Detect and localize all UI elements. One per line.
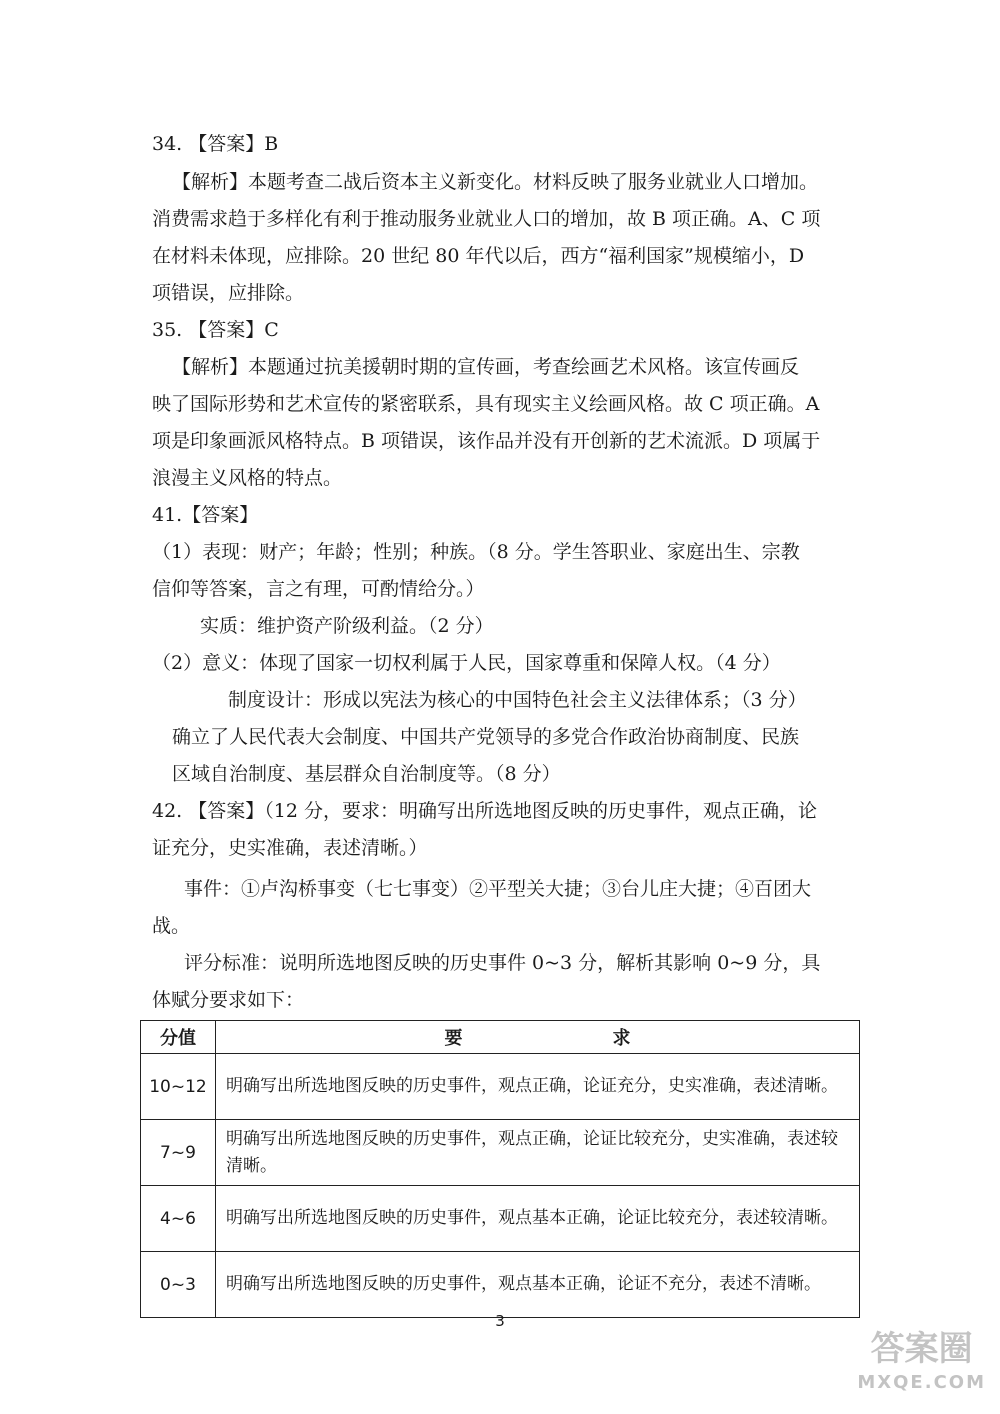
- score-cell: 4~6: [141, 1186, 216, 1252]
- score-cell: 10~12: [141, 1054, 216, 1120]
- q41-line: 确立了人民代表大会制度、中国共产党领导的多党合作政治协商制度、民族: [172, 726, 800, 748]
- watermark-sub: MXQE.COM: [857, 1372, 986, 1393]
- q41-line: （2）意义：体现了国家一切权利属于人民，国家尊重和保障人权。（4 分）: [152, 652, 781, 674]
- q41-line: 实质：维护资产阶级利益。（2 分）: [200, 615, 494, 637]
- q34-analysis-line: 在材料未体现，应排除。20 世纪 80 年代以后，西方“福利国家”规模缩小，D: [152, 245, 805, 267]
- q42-events: 战。: [152, 915, 191, 937]
- table-row: [141, 1252, 860, 1318]
- q34-analysis-line: 【解析】本题考查二战后资本主义新变化。材料反映了服务业就业人口增加。: [172, 171, 819, 193]
- q42-criteria: 体赋分要求如下：: [152, 989, 305, 1011]
- watermark-main: 答案圈: [870, 1329, 973, 1369]
- requirement-cell: 明确写出所选地图反映的历史事件，观点正确，论证充分，史实准确，表述清晰。: [216, 1054, 860, 1120]
- requirement-cell: 明确写出所选地图反映的历史事件，观点正确，论证比较充分，史实准确，表述较清晰。: [216, 1120, 860, 1186]
- score-cell: 0~3: [141, 1252, 216, 1318]
- table-header-row: [141, 1021, 860, 1054]
- header-score: 分值: [141, 1021, 216, 1054]
- table-row: [141, 1054, 860, 1120]
- header-requirement: [216, 1021, 860, 1054]
- q42-criteria: 评分标准：说明所选地图反映的历史事件 0~3 分，解析其影响 0~9 分，具: [184, 952, 821, 974]
- q41-line: 制度设计：形成以宪法为核心的中国特色社会主义法律体系；（3 分）: [228, 689, 807, 711]
- scoring-table: [140, 1020, 860, 1318]
- q34-answer: 34. 【答案】B: [152, 133, 279, 155]
- table-row: [141, 1120, 860, 1186]
- q42-answer: 证充分，史实准确，表述清晰。）: [152, 837, 428, 859]
- watermark-logo: [857, 1329, 986, 1400]
- q41-line: （1）表现：财产；年龄；性别；种族。（8 分。学生答职业、家庭出生、宗教: [152, 541, 800, 563]
- table-row: [141, 1186, 860, 1252]
- requirement-cell: 明确写出所选地图反映的历史事件，观点基本正确，论证不充分，表述不清晰。: [216, 1252, 860, 1318]
- score-cell: 7~9: [141, 1120, 216, 1186]
- q35-analysis-line: 浪漫主义风格的特点。: [152, 467, 343, 489]
- q42-events: 事件：①卢沟桥事变（七七事变）②平型关大捷；③台儿庄大捷；④百团大: [184, 878, 812, 900]
- q35-answer: 35. 【答案】C: [152, 319, 279, 341]
- q35-analysis-line: 映了国际形势和艺术宣传的紧密联系，具有现实主义绘画风格。故 C 项正确。A: [152, 393, 820, 415]
- q41-answer: 41.【答案】: [152, 504, 259, 526]
- requirement-cell: 明确写出所选地图反映的历史事件，观点基本正确，论证比较充分，表述较清晰。: [216, 1186, 860, 1252]
- q41-line: 信仰等答案，言之有理，可酌情给分。）: [152, 578, 485, 600]
- page-number: 3: [495, 1312, 505, 1330]
- q35-analysis-line: 项是印象画派风格特点。B 项错误，该作品并没有开创新的艺术流派。D 项属于: [152, 430, 821, 452]
- q34-analysis-line: 项错误，应排除。: [152, 282, 305, 304]
- q41-line: 区域自治制度、基层群众自治制度等。（8 分）: [172, 763, 561, 785]
- header-requirement-label: 要求: [444, 1028, 781, 1049]
- q34-analysis-line: 消费需求趋于多样化有利于推动服务业就业人口的增加，故 B 项正确。A、C 项: [152, 208, 821, 230]
- q42-answer: 42. 【答案】（12 分，要求：明确写出所选地图反映的历史事件，观点正确，论: [152, 800, 817, 822]
- q35-analysis-line: 【解析】本题通过抗美援朝时期的宣传画，考查绘画艺术风格。该宣传画反: [172, 356, 800, 378]
